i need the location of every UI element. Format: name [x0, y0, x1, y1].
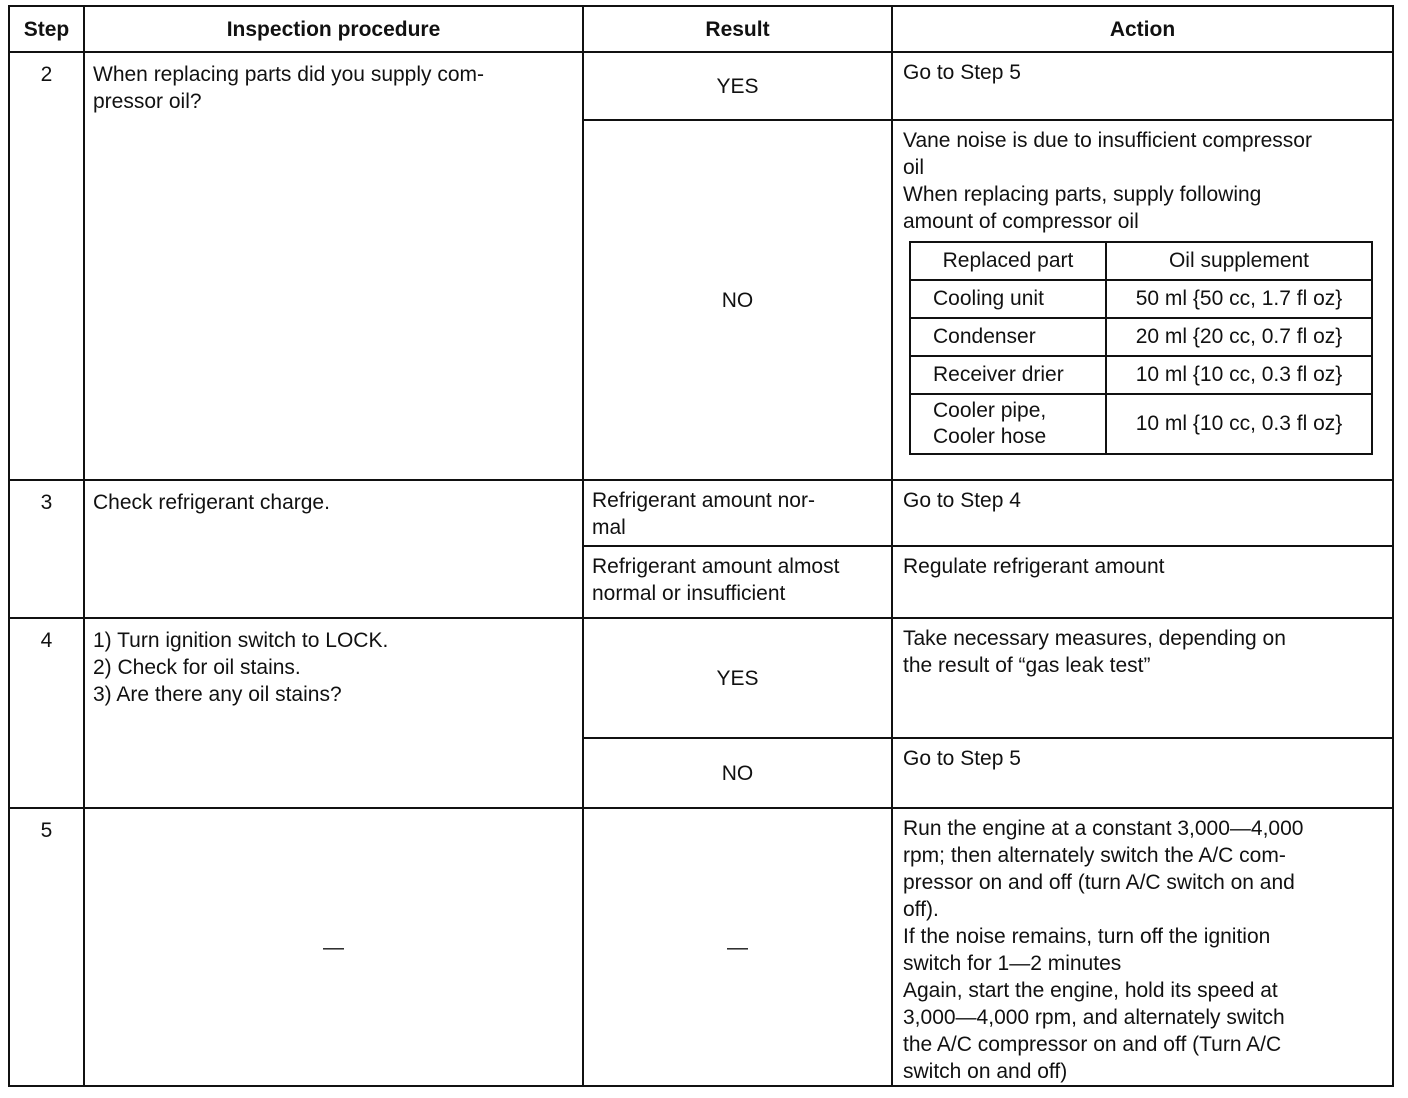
- step-2-no-action-line-2: oil: [903, 156, 925, 179]
- step-4-action-yes-line-2: the result of “gas leak test”: [903, 654, 1151, 677]
- step-2-result-yes: YES: [583, 52, 892, 120]
- step-4-action-yes-line-1: Take necessary measures, depending on: [903, 627, 1286, 650]
- oil-part-line-1: Cooler pipe,: [933, 399, 1047, 422]
- step-5-action-line-5: If the noise remains, turn off the ignition: [903, 925, 1271, 948]
- oil-amount: 50 ml {50 cc, 1.7 fl oz}: [1106, 280, 1372, 318]
- step-5-action-line-4: off).: [903, 898, 939, 921]
- step-5-action-line-6: switch for 1—2 minutes: [903, 952, 1122, 975]
- oil-part-line-2: Cooler hose: [933, 425, 1047, 448]
- oil-part: Receiver drier: [910, 356, 1106, 394]
- step-4-procedure-item-1: 1) Turn ignition switch to LOCK.: [93, 629, 389, 652]
- oil-row-cooling-unit: [910, 280, 1372, 318]
- step-2-no-action-line-3: When replacing parts, supply following: [903, 183, 1262, 206]
- step-3-result-insufficient: [583, 546, 892, 618]
- step-5-procedure: —: [84, 808, 583, 1086]
- header-step: Step: [9, 6, 84, 52]
- step-5-action-line-3: pressor on and off (turn A/C switch on and: [903, 871, 1295, 894]
- step-2-action-no: [892, 120, 1393, 480]
- step-5-number: 5: [9, 808, 84, 1086]
- step-3-result-normal-line-1: Refrigerant amount nor-: [592, 489, 815, 512]
- step-4-result-no: NO: [583, 738, 892, 808]
- oil-row-receiver-drier: [910, 356, 1372, 394]
- step-2-no-action-line-1: Vane noise is due to insufficient compressor: [903, 129, 1312, 152]
- step-3-result-insufficient-line-1: Refrigerant amount almost: [592, 555, 840, 578]
- oil-amount: 10 ml {10 cc, 0.3 fl oz}: [1106, 356, 1372, 394]
- step-5-action-line-9: the A/C compressor on and off (Turn A/C: [903, 1033, 1282, 1056]
- step-4-number: 4: [9, 618, 84, 808]
- header-action: Action: [892, 6, 1393, 52]
- inspection-table: [8, 5, 1394, 1087]
- step-2-procedure-line-1: When replacing parts did you supply com-: [93, 63, 485, 86]
- step-5-action-line-10: switch on and off): [903, 1060, 1068, 1083]
- oil-part: Condenser: [910, 318, 1106, 356]
- step-4-procedure: [84, 618, 583, 808]
- step-4-procedure-item-2: 2) Check for oil stains.: [93, 656, 301, 679]
- step-2-procedure: [84, 52, 583, 480]
- oil-part: [910, 394, 1106, 454]
- step-3-normal-row: [9, 480, 1393, 546]
- oil-header-supplement: Oil supplement: [1106, 242, 1372, 280]
- oil-header-part: Replaced part: [910, 242, 1106, 280]
- step-2-result-no: NO: [583, 120, 892, 480]
- step-5-result: —: [583, 808, 892, 1086]
- oil-row-condenser: [910, 318, 1372, 356]
- step-2-action-yes: Go to Step 5: [892, 52, 1393, 120]
- oil-amount: 20 ml {20 cc, 0.7 fl oz}: [1106, 318, 1372, 356]
- step-4-action-yes: [892, 618, 1393, 738]
- step-2-procedure-line-2: pressor oil?: [93, 90, 202, 113]
- step-4-action-no: Go to Step 5: [892, 738, 1393, 808]
- step-5-action-line-1: Run the engine at a constant 3,000—4,000: [903, 817, 1304, 840]
- oil-row-cooler-pipe-hose: [910, 394, 1372, 454]
- step-5-action-line-8: 3,000—4,000 rpm, and alternately switch: [903, 1006, 1285, 1029]
- step-4-procedure-list: [93, 627, 574, 708]
- step-3-result-insufficient-line-2: normal or insufficient: [592, 582, 786, 605]
- oil-supplement-table: [909, 241, 1373, 455]
- step-4-procedure-item-3: 3) Are there any oil stains?: [93, 683, 342, 706]
- step-3-action-insufficient: Regulate refrigerant amount: [892, 546, 1393, 618]
- step-5-action: [892, 808, 1393, 1086]
- oil-amount: 10 ml {10 cc, 0.3 fl oz}: [1106, 394, 1372, 454]
- step-3-number: 3: [9, 480, 84, 618]
- oil-part: Cooling unit: [910, 280, 1106, 318]
- step-5-row: [9, 808, 1393, 1086]
- oil-table-header-row: [910, 242, 1372, 280]
- header-result: Result: [583, 6, 892, 52]
- step-5-action-line-2: rpm; then alternately switch the A/C com-: [903, 844, 1286, 867]
- step-2-yes-row: [9, 52, 1393, 120]
- step-4-result-yes: YES: [583, 618, 892, 738]
- step-2-number: 2: [9, 52, 84, 480]
- step-4-yes-row: [9, 618, 1393, 738]
- step-2-no-action-line-4: amount of compressor oil: [903, 210, 1139, 233]
- header-procedure: Inspection procedure: [84, 6, 583, 52]
- step-5-action-line-7: Again, start the engine, hold its speed at: [903, 979, 1278, 1002]
- step-3-result-normal: [583, 480, 892, 546]
- header-row: [9, 6, 1393, 52]
- step-3-procedure: Check refrigerant charge.: [84, 480, 583, 618]
- step-3-action-normal: Go to Step 4: [892, 480, 1393, 546]
- step-3-result-normal-line-2: mal: [592, 516, 626, 539]
